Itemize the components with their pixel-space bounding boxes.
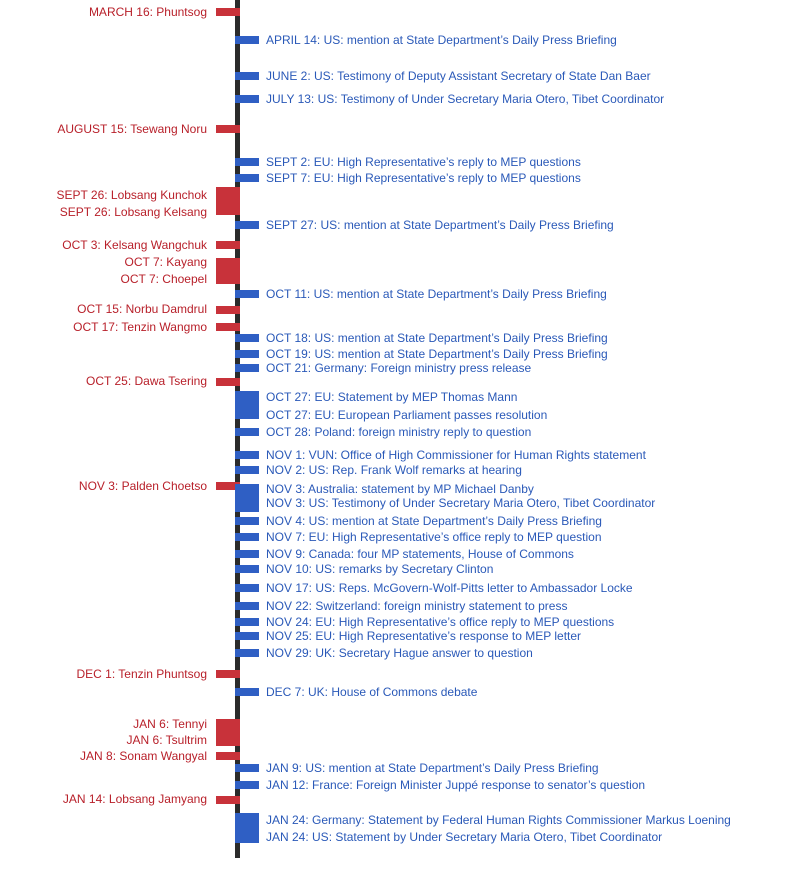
response-label: OCT 19: US: mention at State Department’s Daily Press Briefing <box>266 347 608 361</box>
response-marker <box>235 95 259 103</box>
response-label: APRIL 14: US: mention at State Department’s Daily Press Briefing <box>266 33 617 47</box>
response-marker <box>235 584 259 592</box>
self-immolation-label: JAN 6: Tsultrim <box>126 733 207 747</box>
self-immolation-label: NOV 3: Palden Choetso <box>78 479 207 493</box>
response-label: NOV 3: Australia: statement by MP Michael Danby <box>266 482 534 496</box>
response-marker <box>235 649 259 657</box>
response-label: JAN 12: France: Foreign Minister Juppé response to senator’s question <box>266 778 646 792</box>
self-immolation-label: JAN 8: Sonam Wangyal <box>80 749 207 763</box>
self-immolation-label: OCT 25: Dawa Tsering <box>86 374 207 388</box>
self-immolation-label: SEPT 26: Lobsang Kunchok <box>56 188 207 202</box>
self-immolation-marker <box>216 323 240 331</box>
response-marker <box>235 221 259 229</box>
self-immolation-label: DEC 1: Tenzin Phuntsog <box>76 667 207 681</box>
response-marker <box>235 290 259 298</box>
response-marker <box>235 632 259 640</box>
response-label: JAN 24: Germany: Statement by Federal Human Rights Commissioner Markus Loening <box>266 813 731 827</box>
self-immolation-marker <box>216 796 240 804</box>
self-immolation-marker <box>216 8 240 16</box>
response-label: OCT 27: EU: Statement by MEP Thomas Mann <box>266 390 518 404</box>
self-immolation-label: OCT 15: Norbu Damdrul <box>77 302 207 316</box>
response-label: OCT 11: US: mention at State Department’s Daily Press Briefing <box>266 287 607 301</box>
response-label: NOV 10: US: remarks by Secretary Clinton <box>266 562 494 576</box>
self-immolation-marker <box>216 719 240 746</box>
response-label: JAN 24: US: Statement by Under Secretary Maria Otero, Tibet Coordinator <box>266 830 663 844</box>
response-marker <box>235 466 259 474</box>
response-label: NOV 7: EU: High Representative’s office reply to MEP question <box>266 530 602 544</box>
self-immolation-marker <box>216 306 240 314</box>
response-marker <box>235 158 259 166</box>
self-immolation-label: OCT 3: Kelsang Wangchuk <box>62 238 207 252</box>
response-label: OCT 21: Germany: Foreign ministry press release <box>266 361 532 375</box>
response-marker <box>235 688 259 696</box>
response-label: OCT 18: US: mention at State Department’s Daily Press Briefing <box>266 331 608 345</box>
response-label: NOV 22: Switzerland: foreign ministry statement to press <box>266 599 568 613</box>
response-label: NOV 2: US: Rep. Frank Wolf remarks at hearing <box>266 463 522 477</box>
self-immolation-marker <box>216 670 240 678</box>
response-label: JULY 13: US: Testimony of Under Secretary Maria Otero, Tibet Coordinator <box>266 92 665 106</box>
response-marker <box>235 781 259 789</box>
self-immolation-marker <box>216 378 240 386</box>
response-marker <box>235 364 259 372</box>
response-label: SEPT 7: EU: High Representative’s reply to MEP questions <box>266 171 581 185</box>
response-marker <box>235 72 259 80</box>
response-label: NOV 24: EU: High Representative’s office reply to MEP questions <box>266 615 615 629</box>
response-marker <box>235 618 259 626</box>
self-immolation-label: JAN 6: Tennyi <box>133 717 207 731</box>
response-label: NOV 4: US: mention at State Department’s Daily Press Briefing <box>266 514 602 528</box>
response-marker <box>235 36 259 44</box>
response-marker <box>235 451 259 459</box>
response-marker <box>235 391 259 419</box>
response-marker <box>235 428 259 436</box>
response-marker <box>235 550 259 558</box>
response-label: NOV 25: EU: High Representative’s response to MEP letter <box>266 629 582 643</box>
response-marker <box>235 517 259 525</box>
self-immolation-marker <box>216 187 240 215</box>
response-label: NOV 9: Canada: four MP statements, House of Commons <box>266 547 574 561</box>
self-immolation-marker <box>216 752 240 760</box>
response-marker <box>235 813 259 843</box>
self-immolation-label: OCT 7: Choepel <box>120 272 207 286</box>
response-label: OCT 27: EU: European Parliament passes resolution <box>266 408 548 422</box>
response-label: JAN 9: US: mention at State Department’s Daily Press Briefing <box>266 761 599 775</box>
self-immolation-label: AUGUST 15: Tsewang Noru <box>57 122 207 136</box>
response-marker <box>235 602 259 610</box>
response-label: NOV 17: US: Reps. McGovern-Wolf-Pitts letter to Ambassador Locke <box>266 581 633 595</box>
response-label: OCT 28: Poland: foreign ministry reply to question <box>266 425 532 439</box>
self-immolation-marker <box>216 241 240 249</box>
response-marker <box>235 764 259 772</box>
response-label: SEPT 27: US: mention at State Department’s Daily Press Briefing <box>266 218 614 232</box>
self-immolation-label: OCT 17: Tenzin Wangmo <box>73 320 207 334</box>
response-marker <box>235 533 259 541</box>
self-immolation-label: JAN 14: Lobsang Jamyang <box>62 792 207 806</box>
response-marker <box>235 565 259 573</box>
response-label: NOV 29: UK: Secretary Hague answer to question <box>266 646 533 660</box>
response-label: JUNE 2: US: Testimony of Deputy Assistant Secretary of State Dan Baer <box>266 69 651 83</box>
response-marker <box>235 484 259 512</box>
response-marker <box>235 174 259 182</box>
self-immolation-label: OCT 7: Kayang <box>124 255 207 269</box>
self-immolation-marker <box>216 125 240 133</box>
response-marker <box>235 350 259 358</box>
response-marker <box>235 334 259 342</box>
response-label: SEPT 2: EU: High Representative’s reply to MEP questions <box>266 155 581 169</box>
response-label: NOV 3: US: Testimony of Under Secretary Maria Otero, Tibet Coordinator <box>266 496 656 510</box>
self-immolation-marker <box>216 258 240 284</box>
response-label: DEC 7: UK: House of Commons debate <box>266 685 478 699</box>
response-label: NOV 1: VUN: Office of High Commissioner for Human Rights statement <box>266 448 646 462</box>
self-immolation-label: SEPT 26: Lobsang Kelsang <box>59 205 207 219</box>
self-immolation-label: MARCH 16: Phuntsog <box>88 5 207 19</box>
